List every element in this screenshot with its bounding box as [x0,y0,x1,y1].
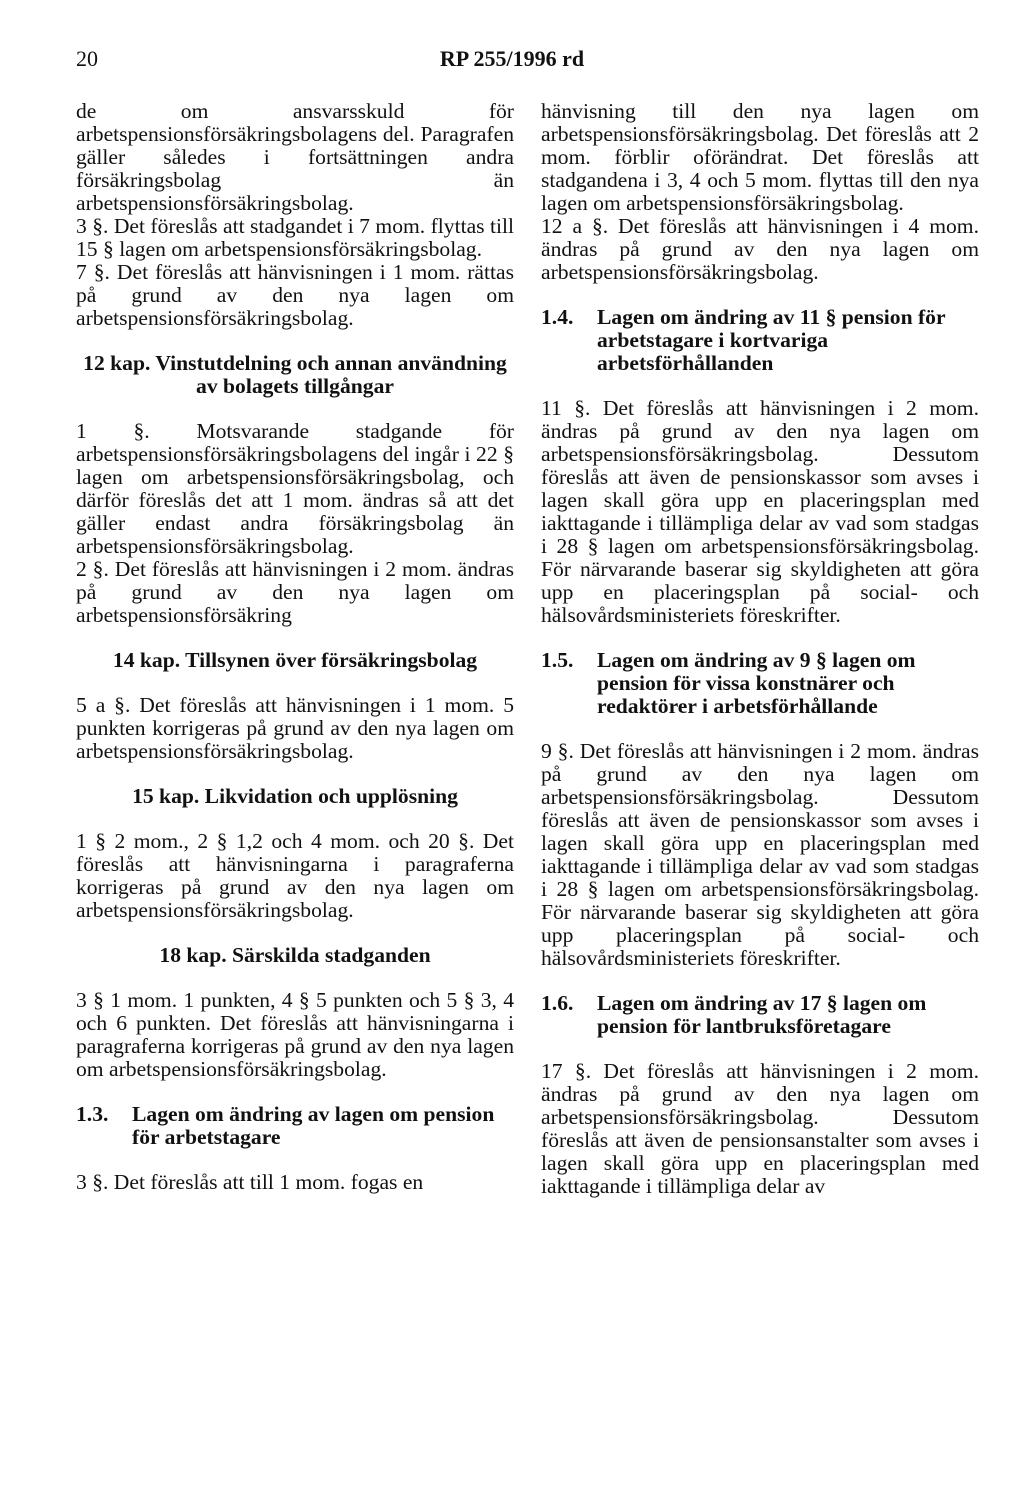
chapter-heading: 15 kap. Likvidation och upplösning [132,784,458,808]
paragraph: 7 §. Det föreslås att hänvisningen i 1 mom. rättas på grund av den nya lagen om arbetspensionsförsäkringsbolag. [76,260,514,330]
paragraph: 11 §. Det föreslås att hänvisningen i 2 mom. ändras på grund av den nya lagen om arbetspensionsförsäkringsbolag. Dessutom föreslås att även de pensionskassor som avses i lagen skall göra upp en placeringsplan med iakttagande i tillämpliga delar av vad som stadgas i 28 § lagen om arbetspensionsförsäkringsbolag. För närvarande baserar sig skyldigheten att göra upp en placeringsplan på social- och hälsovårdsministeriets föreskrifter. [541,396,979,627]
section-number: 1.6. [541,991,574,1015]
section-number: 1.3. [76,1102,109,1126]
left-column [76,100,514,1194]
paragraph: 1 §. Motsvarande stadgande för arbetspensionsförsäkringsbolagens del ingår i 22 § lagen om arbetspensionsförsäkringsbolag, och därför föreslås det att 1 mom. ändras så att det gäller endast andra försäkringsbolag än arbetspensionsförsäkringsbolag. [76,419,514,558]
paragraph: de om ansvarsskuld för arbetspensionsförsäkringsbolagens del. Paragrafen gäller således i fortsättningen andra försäkringsbolag än arbetspensionsförsäkringsbolag. [76,99,514,215]
paragraph: 17 §. Det föreslås att hänvisningen i 2 mom. ändras på grund av den nya lagen om arbetspensionsförsäkringsbolag. Dessutom föreslås att även de pensionsanstalter som avses i lagen skall göra upp en placeringsplan med iakttagande i tillämpliga delar av [541,1059,979,1198]
paragraph: 2 §. Det föreslås att hänvisningen i 2 mom. ändras på grund av den nya lagen om arbetspensionsförsäkring [76,557,514,627]
right-column [541,100,979,1198]
section-heading [76,1103,514,1149]
chapter-heading: 18 kap. Särskilda stadganden [159,943,431,967]
section-heading [541,992,979,1038]
page-number: 20 [76,46,98,71]
section-heading [541,306,979,375]
section-number: 1.5. [541,648,574,672]
chapter-heading: 14 kap. Tillsynen över försäkringsbolag [112,648,478,672]
document-reference: RP 255/1996 rd [439,46,585,71]
paragraph: 1 § 2 mom., 2 § 1,2 och 4 mom. och 20 §. Det föreslås att hänvisningarna i paragraferna korrigeras på grund av den nya lagen om arbetspensionsförsäkringsbolag. [76,829,514,922]
paragraph: 3 § 1 mom. 1 punkten, 4 § 5 punkten och 5 § 3, 4 och 6 punkten. Det föreslås att hänvisningarna i paragraferna korrigeras på grund av den nya lagen om arbetspensionsförsäkringsbolag. [76,988,514,1081]
paragraph: 5 a §. Det föreslås att hänvisningen i 1 mom. 5 punkten korrigeras på grund av den nya lagen om arbetspensionsförsäkringsbolag. [76,693,514,763]
section-title: Lagen om ändring av 11 § pension för arbetstagare i kortvariga arbetsförhållanden [597,305,946,375]
paragraph: 9 §. Det föreslås att hänvisningen i 2 mom. ändras på grund av den nya lagen om arbetspensionsförsäkringsbolag. Dessutom föreslås att även de pensionskassor som avses i lagen skall göra upp en placeringsplan med iakttagande i tillämpliga delar av vad som stadgas i 28 § lagen om arbetspensionsförsäkringsbolag. För närvarande baserar sig skyldigheten att göra upp placeringsplan på social- och hälsovårdsministeriets föreskrifter. [541,739,979,970]
chapter-heading: 12 kap. Vinstutdelning och annan användning av bolagets tillgångar [83,351,507,398]
paragraph: 3 §. Det föreslås att stadgandet i 7 mom. flyttas till 15 § lagen om arbetspensionsförsäkringsbolag. [76,214,514,261]
paragraph: 3 §. Det föreslås att till 1 mom. fogas en [76,1170,424,1194]
page-header [0,46,1024,80]
section-number: 1.4. [541,305,574,329]
section-heading [541,649,979,718]
section-title: Lagen om ändring av 17 § lagen om pension för lantbruksföretagare [597,991,927,1038]
section-title: Lagen om ändring av 9 § lagen om pension för vissa konstnärer och redaktörer i arbetsförhållande [597,648,916,718]
paragraph: hänvisning till den nya lagen om arbetspensionsförsäkringsbolag. Det föreslås att 2 mom. förblir oförändrat. Det föreslås att stadgandena i 3, 4 och 5 mom. flyttas till den nya lagen om arbetspensionsförsäkringsbolag. [541,99,979,215]
paragraph: 12 a §. Det föreslås att hänvisningen i 4 mom. ändras på grund av den nya lagen om arbetspensionsförsäkringsbolag. [541,214,979,284]
section-title: Lagen om ändring av lagen om pension för arbetstagare [132,1102,495,1149]
